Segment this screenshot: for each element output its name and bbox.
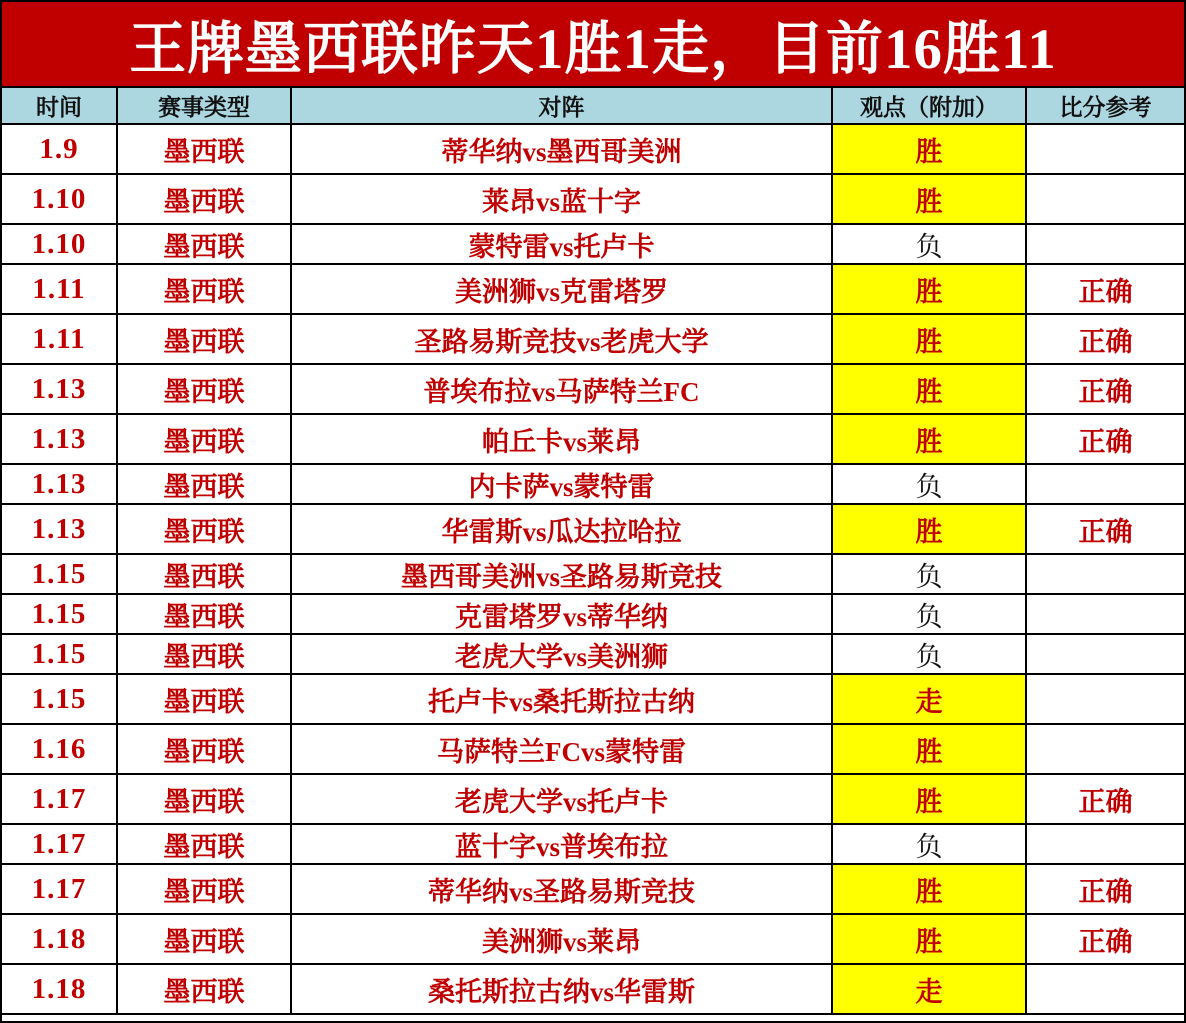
cell-league: 墨西联 (118, 505, 292, 555)
cell-matchup: 老虎大学vs美洲狮 (292, 635, 833, 675)
cell-league: 墨西联 (118, 635, 292, 675)
cell-league: 墨西联 (118, 225, 292, 265)
cell-date: 1.15 (2, 675, 118, 725)
cell-viewpoint: 胜 (833, 725, 1027, 775)
cell-viewpoint: 胜 (833, 175, 1027, 225)
cell-viewpoint: 胜 (833, 865, 1027, 915)
cell-date: 1.16 (2, 725, 118, 775)
cell-date: 1.9 (2, 125, 118, 175)
cell-viewpoint: 胜 (833, 365, 1027, 415)
column-header-score-ref: 比分参考 (1027, 88, 1184, 125)
cell-date: 1.13 (2, 505, 118, 555)
cell-matchup: 马萨特兰FCvs蒙特雷 (292, 725, 833, 775)
cell-league: 墨西联 (118, 365, 292, 415)
cell-score-ref (1027, 595, 1184, 635)
results-table (2, 88, 1184, 1021)
cell-score-ref: 正确 (1027, 315, 1184, 365)
cell-viewpoint: 胜 (833, 315, 1027, 365)
cell-league: 墨西联 (118, 415, 292, 465)
table-row (2, 265, 1184, 315)
cell-league: 墨西联 (118, 675, 292, 725)
cell-score-ref (1027, 965, 1184, 1015)
cell-league: 墨西联 (118, 125, 292, 175)
cell-league: 墨西联 (118, 825, 292, 865)
column-header-viewpoint: 观点（附加） (833, 88, 1027, 125)
cell-matchup: 托卢卡vs桑托斯拉古纳 (292, 675, 833, 725)
table-row (2, 595, 1184, 635)
cell-date: 1.13 (2, 465, 118, 505)
cell-viewpoint: 负 (833, 225, 1027, 265)
cell-date: 1.15 (2, 555, 118, 595)
table-row (2, 555, 1184, 595)
cell-matchup: 桑托斯拉古纳vs华雷斯 (292, 965, 833, 1015)
table-row (2, 125, 1184, 175)
cell-viewpoint: 负 (833, 465, 1027, 505)
cell-league: 墨西联 (118, 315, 292, 365)
cell-matchup: 内卡萨vs蒙特雷 (292, 465, 833, 505)
table-row (2, 225, 1184, 265)
cell-matchup: 帕丘卡vs莱昂 (292, 415, 833, 465)
cell-matchup: 蒂华纳vs墨西哥美洲 (292, 125, 833, 175)
cell-date: 1.10 (2, 225, 118, 265)
column-header-league: 赛事类型 (118, 88, 292, 125)
cell-score-ref (1027, 125, 1184, 175)
table-row (2, 915, 1184, 965)
cell-score-ref (1027, 225, 1184, 265)
cell-league: 墨西联 (118, 465, 292, 505)
cell-score-ref: 正确 (1027, 505, 1184, 555)
cell-matchup: 华雷斯vs瓜达拉哈拉 (292, 505, 833, 555)
cell-matchup: 蒂华纳vs圣路易斯竞技 (292, 865, 833, 915)
cell-viewpoint: 胜 (833, 265, 1027, 315)
cell-score-ref (1027, 635, 1184, 675)
cell-viewpoint: 胜 (833, 125, 1027, 175)
cell-date: 1.17 (2, 825, 118, 865)
cell-score-ref (1027, 825, 1184, 865)
cell-score-ref: 正确 (1027, 775, 1184, 825)
cell-date: 1.17 (2, 865, 118, 915)
cell-date: 1.15 (2, 635, 118, 675)
cell-score-ref (1027, 465, 1184, 505)
cell-date: 1.13 (2, 415, 118, 465)
table-row (2, 635, 1184, 675)
cell-viewpoint: 胜 (833, 915, 1027, 965)
cell-date: 1.15 (2, 595, 118, 635)
table-row (2, 465, 1184, 505)
cell-date: 1.18 (2, 915, 118, 965)
cell-score-ref: 正确 (1027, 865, 1184, 915)
cell-league: 墨西联 (118, 555, 292, 595)
cell-matchup: 蒙特雷vs托卢卡 (292, 225, 833, 265)
cell-matchup: 老虎大学vs托卢卡 (292, 775, 833, 825)
column-header-time: 时间 (2, 88, 118, 125)
page-title: 王牌墨西联昨天1胜1走，目前16胜11 (129, 18, 1057, 81)
cell-score-ref: 正确 (1027, 415, 1184, 465)
cell-date: 1.10 (2, 175, 118, 225)
table-row (2, 825, 1184, 865)
cell-score-ref (1027, 675, 1184, 725)
cell-league: 墨西联 (118, 865, 292, 915)
cell-date: 1.17 (2, 775, 118, 825)
column-header-matchup: 对阵 (292, 88, 833, 125)
cell-viewpoint: 负 (833, 595, 1027, 635)
table-row (2, 415, 1184, 465)
cell-matchup: 克雷塔罗vs蒂华纳 (292, 595, 833, 635)
cell-score-ref: 正确 (1027, 265, 1184, 315)
cell-league: 墨西联 (118, 915, 292, 965)
table-row (2, 315, 1184, 365)
table-row (2, 505, 1184, 555)
cell-matchup: 墨西哥美洲vs圣路易斯竞技 (292, 555, 833, 595)
cell-score-ref: 正确 (1027, 915, 1184, 965)
cell-matchup: 圣路易斯竞技vs老虎大学 (292, 315, 833, 365)
cell-score-ref: 正确 (1027, 365, 1184, 415)
cell-viewpoint: 走 (833, 675, 1027, 725)
cell-league: 墨西联 (118, 175, 292, 225)
cell-matchup: 莱昂vs蓝十字 (292, 175, 833, 225)
cell-matchup: 普埃布拉vs马萨特兰FC (292, 365, 833, 415)
cell-league: 墨西联 (118, 265, 292, 315)
table-header-row (2, 88, 1184, 125)
cell-date: 1.18 (2, 965, 118, 1015)
cell-viewpoint: 胜 (833, 775, 1027, 825)
cell-viewpoint: 负 (833, 825, 1027, 865)
cell-viewpoint: 负 (833, 555, 1027, 595)
cell-viewpoint: 走 (833, 965, 1027, 1015)
cell-viewpoint: 胜 (833, 505, 1027, 555)
cell-league: 墨西联 (118, 725, 292, 775)
cell-matchup: 蓝十字vs普埃布拉 (292, 825, 833, 865)
table-row (2, 775, 1184, 825)
cell-league: 墨西联 (118, 965, 292, 1015)
title-banner (2, 2, 1184, 88)
cell-date: 1.13 (2, 365, 118, 415)
cell-league: 墨西联 (118, 775, 292, 825)
cell-viewpoint: 负 (833, 635, 1027, 675)
cell-matchup: 美洲狮vs莱昂 (292, 915, 833, 965)
table-row (2, 675, 1184, 725)
cell-date: 1.11 (2, 265, 118, 315)
table-body (2, 125, 1184, 1015)
table-row (2, 725, 1184, 775)
table-row (2, 865, 1184, 915)
cell-score-ref (1027, 555, 1184, 595)
table-row (2, 365, 1184, 415)
cell-viewpoint: 胜 (833, 415, 1027, 465)
table-row (2, 965, 1184, 1015)
cell-date: 1.11 (2, 315, 118, 365)
cell-matchup: 美洲狮vs克雷塔罗 (292, 265, 833, 315)
cell-score-ref (1027, 175, 1184, 225)
table-row (2, 175, 1184, 225)
cell-league: 墨西联 (118, 595, 292, 635)
cell-score-ref (1027, 725, 1184, 775)
